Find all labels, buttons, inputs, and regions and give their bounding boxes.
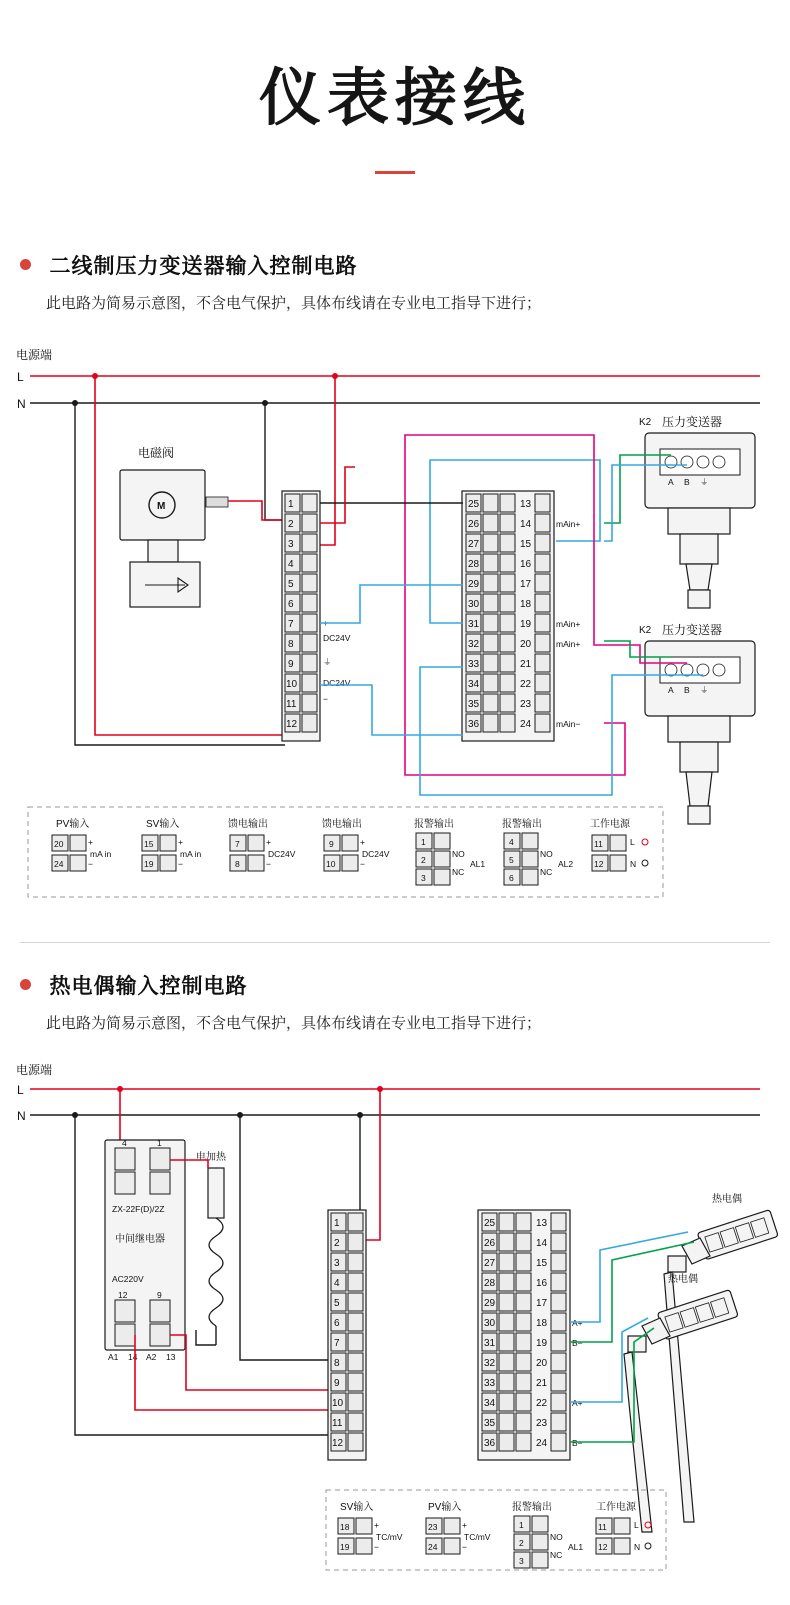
- svg-text:8: 8: [235, 859, 240, 869]
- heater-label: 电加热: [196, 1152, 226, 1163]
- svg-text:4: 4: [122, 1138, 127, 1148]
- relay-name: 中间继电器: [115, 1234, 165, 1245]
- relay-voltage: AC220V: [112, 1274, 144, 1284]
- svg-text:33: 33: [468, 659, 480, 670]
- svg-text:3: 3: [421, 873, 426, 883]
- svg-text:21: 21: [536, 1378, 548, 1389]
- svg-text:mA in: mA in: [180, 849, 202, 859]
- svg-text:12: 12: [598, 1542, 608, 1552]
- svg-text:−: −: [266, 859, 271, 869]
- svg-text:16: 16: [520, 559, 532, 570]
- svg-text:5: 5: [509, 855, 514, 865]
- svg-text:A2: A2: [146, 1352, 157, 1362]
- power-source-label: 电源端: [16, 348, 53, 362]
- svg-text:26: 26: [484, 1238, 496, 1249]
- svg-text:22: 22: [536, 1398, 548, 1409]
- transmitter-2-tag: K2: [639, 625, 652, 636]
- terminal-legend-1: [28, 807, 663, 897]
- section-2-title: 热电偶输入控制电路: [49, 975, 248, 998]
- svg-text:7: 7: [235, 839, 240, 849]
- thermocouple-wiring-diagram: [0, 1060, 790, 1600]
- svg-text:23: 23: [520, 699, 532, 710]
- svg-text:1: 1: [421, 837, 426, 847]
- line-N-label-2: N: [17, 1109, 26, 1123]
- svg-text:36: 36: [468, 719, 480, 730]
- svg-text:DC24V: DC24V: [323, 678, 351, 688]
- svg-text:10: 10: [286, 679, 298, 690]
- svg-text:19: 19: [520, 619, 532, 630]
- svg-text:30: 30: [484, 1318, 496, 1329]
- svg-text:32: 32: [484, 1358, 496, 1369]
- svg-text:24: 24: [536, 1438, 548, 1449]
- svg-text:33: 33: [484, 1378, 496, 1389]
- svg-text:15: 15: [520, 539, 532, 550]
- svg-text:+: +: [88, 837, 93, 847]
- svg-text:11: 11: [598, 1522, 607, 1532]
- svg-text:A: A: [668, 477, 674, 487]
- svg-text:11: 11: [286, 699, 297, 710]
- svg-text:AL1: AL1: [568, 1542, 584, 1552]
- svg-text:−: −: [462, 1542, 467, 1552]
- svg-text:12: 12: [594, 859, 604, 869]
- terminal-block-main-2: [478, 1210, 583, 1460]
- svg-text:mAin+: mAin+: [556, 519, 581, 529]
- thermocouple-2-label: 热电偶: [668, 1274, 698, 1285]
- section-2-subtitle: 此电路为简易示意图，不含电气保护，具体布线请在专业电工指导下进行；: [46, 1015, 542, 1032]
- section-1-subtitle: 此电路为简易示意图，不含电气保护，具体布线请在专业电工指导下进行；: [46, 295, 542, 312]
- svg-text:5: 5: [288, 579, 294, 590]
- page-title: 仪表接线: [258, 64, 531, 133]
- svg-text:+: +: [266, 837, 271, 847]
- svg-text:工作电源: 工作电源: [596, 1502, 636, 1513]
- svg-text:PV输入: PV输入: [428, 1502, 462, 1513]
- terminal-block-left-2: [328, 1210, 366, 1460]
- svg-text:AL1: AL1: [470, 859, 486, 869]
- svg-text:B−: B−: [572, 1438, 583, 1448]
- svg-text:32: 32: [468, 639, 480, 650]
- svg-text:27: 27: [484, 1258, 496, 1269]
- svg-text:NO: NO: [540, 849, 553, 859]
- svg-text:2: 2: [334, 1238, 340, 1249]
- svg-text:25: 25: [468, 499, 480, 510]
- svg-text:A+: A+: [572, 1318, 583, 1328]
- svg-text:1: 1: [288, 499, 294, 510]
- svg-text:7: 7: [288, 619, 294, 630]
- svg-text:30: 30: [468, 599, 480, 610]
- svg-text:−: −: [178, 859, 183, 869]
- transmitter-2-name: 压力变送器: [662, 623, 723, 637]
- svg-text:20: 20: [520, 639, 532, 650]
- svg-text:17: 17: [520, 579, 532, 590]
- solenoid-valve-label: 电磁阀: [138, 446, 175, 460]
- svg-text:4: 4: [509, 837, 514, 847]
- terminal-block-left-1: [282, 491, 351, 741]
- solenoid-motor-letter: M: [157, 501, 166, 512]
- svg-text:NO: NO: [550, 1532, 563, 1542]
- svg-text:20: 20: [54, 839, 64, 849]
- svg-text:19: 19: [340, 1542, 350, 1552]
- svg-text:26: 26: [468, 519, 480, 530]
- svg-text:TC/mV: TC/mV: [464, 1532, 491, 1542]
- svg-text:28: 28: [484, 1278, 496, 1289]
- svg-text:9: 9: [157, 1290, 162, 1300]
- svg-text:23: 23: [536, 1418, 548, 1429]
- svg-text:2: 2: [288, 519, 294, 530]
- svg-text:14: 14: [536, 1238, 548, 1249]
- svg-text:4: 4: [334, 1278, 340, 1289]
- svg-text:2: 2: [421, 855, 426, 865]
- svg-text:18: 18: [536, 1318, 548, 1329]
- svg-text:+: +: [360, 837, 365, 847]
- svg-text:18: 18: [340, 1522, 350, 1532]
- svg-text:+: +: [178, 837, 183, 847]
- svg-text:NO: NO: [452, 849, 465, 859]
- svg-text:13: 13: [536, 1218, 548, 1229]
- svg-text:12: 12: [286, 719, 298, 730]
- svg-text:22: 22: [520, 679, 532, 690]
- svg-text:16: 16: [536, 1278, 548, 1289]
- terminal-legend-2: [326, 1490, 666, 1570]
- svg-text:8: 8: [334, 1358, 340, 1369]
- svg-text:9: 9: [288, 659, 294, 670]
- svg-text:−: −: [323, 694, 328, 704]
- svg-text:SV输入: SV输入: [340, 1502, 374, 1513]
- svg-text:报警输出: 报警输出: [502, 819, 542, 830]
- svg-text:报警输出: 报警输出: [512, 1502, 552, 1513]
- svg-text:15: 15: [536, 1258, 548, 1269]
- svg-text:A1: A1: [108, 1352, 119, 1362]
- power-source-label-2: 电源端: [16, 1063, 53, 1077]
- svg-text:24: 24: [520, 719, 532, 730]
- svg-text:13: 13: [166, 1352, 176, 1362]
- svg-text:mA in: mA in: [90, 849, 112, 859]
- svg-text:35: 35: [468, 699, 480, 710]
- line-N-label: N: [17, 397, 26, 411]
- svg-text:10: 10: [332, 1398, 344, 1409]
- svg-text:10: 10: [326, 859, 336, 869]
- svg-text:25: 25: [484, 1218, 496, 1229]
- transmitter-1-name: 压力变送器: [662, 415, 723, 429]
- thermocouple-1-label: 热电偶: [712, 1194, 742, 1205]
- svg-text:B: B: [684, 685, 690, 695]
- relay-model: ZX-22F(D)/2Z: [112, 1204, 165, 1214]
- svg-text:B: B: [684, 477, 690, 487]
- svg-text:馈电输出: 馈电输出: [322, 819, 362, 830]
- svg-text:馈电输出: 馈电输出: [228, 819, 268, 830]
- svg-text:3: 3: [334, 1258, 340, 1269]
- svg-text:34: 34: [468, 679, 480, 690]
- svg-text:14: 14: [128, 1352, 138, 1362]
- svg-text:14: 14: [520, 519, 532, 530]
- svg-text:+: +: [462, 1520, 467, 1530]
- svg-text:DC24V: DC24V: [268, 849, 296, 859]
- svg-text:A: A: [668, 685, 674, 695]
- svg-text:8: 8: [288, 639, 294, 650]
- svg-text:19: 19: [536, 1338, 548, 1349]
- svg-text:5: 5: [334, 1298, 340, 1309]
- svg-text:20: 20: [536, 1358, 548, 1369]
- svg-text:AL2: AL2: [558, 859, 574, 869]
- svg-text:13: 13: [520, 499, 532, 510]
- svg-text:N: N: [630, 859, 637, 869]
- svg-text:⏚: ⏚: [700, 685, 709, 695]
- bullet-icon: [20, 259, 31, 270]
- svg-text:+: +: [374, 1520, 379, 1530]
- svg-text:36: 36: [484, 1438, 496, 1449]
- svg-text:−: −: [360, 859, 365, 869]
- svg-text:23: 23: [428, 1522, 438, 1532]
- svg-text:19: 19: [144, 859, 154, 869]
- svg-text:⏚: ⏚: [700, 477, 709, 487]
- svg-text:15: 15: [144, 839, 154, 849]
- svg-text:12: 12: [332, 1438, 344, 1449]
- svg-text:7: 7: [334, 1338, 340, 1349]
- bullet-icon-2: [20, 979, 31, 990]
- svg-text:3: 3: [519, 1556, 524, 1566]
- svg-text:NC: NC: [452, 867, 465, 877]
- svg-text:27: 27: [468, 539, 480, 550]
- svg-text:34: 34: [484, 1398, 496, 1409]
- svg-text:TC/mV: TC/mV: [376, 1532, 403, 1542]
- svg-text:12: 12: [118, 1290, 128, 1300]
- svg-text:PV输入: PV输入: [56, 819, 90, 830]
- svg-text:SV输入: SV输入: [146, 819, 180, 830]
- section-1-title: 二线制压力变送器输入控制电路: [49, 255, 358, 278]
- svg-text:17: 17: [536, 1298, 548, 1309]
- svg-text:35: 35: [484, 1418, 496, 1429]
- svg-text:11: 11: [594, 839, 603, 849]
- line-L-label: L: [17, 370, 24, 384]
- svg-text:DC24V: DC24V: [362, 849, 390, 859]
- svg-text:L: L: [630, 837, 635, 847]
- svg-text:mAin+: mAin+: [556, 639, 581, 649]
- thermocouple-1: [664, 1192, 778, 1522]
- svg-text:B−: B−: [572, 1338, 583, 1348]
- svg-text:mAin+: mAin+: [556, 619, 581, 629]
- svg-text:+: +: [323, 618, 328, 628]
- svg-text:1: 1: [157, 1138, 162, 1148]
- pressure-transmitter-wiring-diagram: [0, 345, 790, 965]
- svg-text:报警输出: 报警输出: [414, 819, 454, 830]
- svg-text:21: 21: [520, 659, 532, 670]
- pressure-transmitter-1: [639, 414, 755, 608]
- svg-text:DC24V: DC24V: [323, 633, 351, 643]
- svg-text:2: 2: [519, 1538, 524, 1548]
- intermediate-relay: [105, 1138, 185, 1362]
- svg-text:6: 6: [334, 1318, 340, 1329]
- svg-text:28: 28: [468, 559, 480, 570]
- svg-text:24: 24: [428, 1542, 438, 1552]
- svg-text:9: 9: [329, 839, 334, 849]
- svg-text:29: 29: [484, 1298, 496, 1309]
- svg-text:A+: A+: [572, 1398, 583, 1408]
- line-L-label-2: L: [17, 1083, 24, 1097]
- svg-text:18: 18: [520, 599, 532, 610]
- transmitter-1-tag: K2: [639, 417, 652, 428]
- svg-text:NC: NC: [540, 867, 553, 877]
- svg-text:mAin−: mAin−: [556, 719, 581, 729]
- svg-text:⏚: ⏚: [323, 657, 332, 667]
- svg-text:6: 6: [509, 873, 514, 883]
- svg-text:1: 1: [334, 1218, 340, 1229]
- svg-text:31: 31: [468, 619, 480, 630]
- title-underline: [375, 171, 415, 174]
- svg-text:11: 11: [332, 1418, 343, 1429]
- pressure-transmitter-2: [639, 622, 755, 824]
- svg-text:31: 31: [484, 1338, 496, 1349]
- svg-text:−: −: [374, 1542, 379, 1552]
- svg-text:1: 1: [519, 1520, 524, 1530]
- svg-text:4: 4: [288, 559, 294, 570]
- svg-text:−: −: [88, 859, 93, 869]
- section-1-header: [20, 250, 541, 313]
- svg-text:N: N: [634, 1542, 641, 1552]
- svg-text:3: 3: [288, 539, 294, 550]
- svg-text:9: 9: [334, 1378, 340, 1389]
- svg-text:L: L: [634, 1520, 639, 1530]
- svg-text:24: 24: [54, 859, 64, 869]
- svg-text:6: 6: [288, 599, 294, 610]
- svg-text:工作电源: 工作电源: [590, 819, 630, 830]
- svg-text:29: 29: [468, 579, 480, 590]
- terminal-block-main-1: [462, 491, 580, 741]
- section-2-header: [20, 970, 541, 1033]
- section-divider: [20, 942, 770, 943]
- svg-text:NC: NC: [550, 1550, 563, 1560]
